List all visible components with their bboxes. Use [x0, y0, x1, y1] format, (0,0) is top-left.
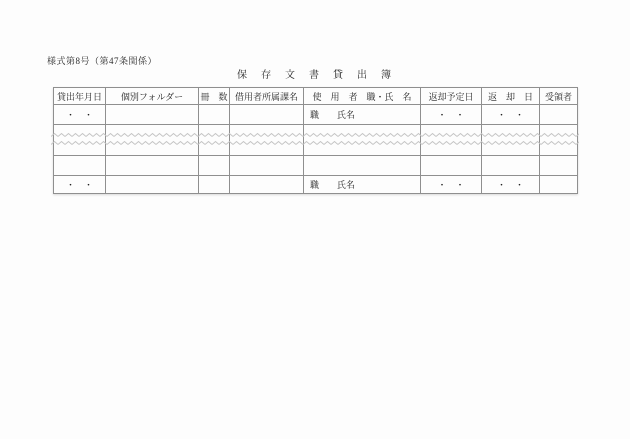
column-header-individual-folder: 個別フォルダー: [106, 88, 199, 105]
cell-lend-date: ・ ・: [54, 105, 106, 125]
cell-volume-count: [199, 156, 230, 176]
cell-user-title-name: [304, 125, 421, 156]
lending-register-table: [53, 87, 578, 194]
cell-individual-folder: [106, 105, 199, 125]
cell-lend-date: [54, 156, 106, 176]
column-header-volume-count: 冊 数: [199, 88, 230, 105]
cell-return-due-date: ・ ・: [421, 176, 482, 194]
cell-return-due-date: [421, 125, 482, 156]
cell-individual-folder: [106, 176, 199, 194]
table-row-torn: [54, 125, 578, 156]
cell-return-due-date: [421, 156, 482, 176]
cell-receiver: [540, 125, 578, 156]
cell-borrower-department: [230, 176, 304, 194]
cell-borrower-department: [230, 156, 304, 176]
table-row: [54, 105, 578, 125]
cell-volume-count: [199, 176, 230, 194]
column-header-return-date: 返 却 日: [482, 88, 540, 105]
cell-borrower-department: [230, 125, 304, 156]
cell-receiver: [540, 156, 578, 176]
cell-receiver: [540, 176, 578, 194]
cell-return-date: ・ ・: [482, 176, 540, 194]
cell-lend-date: [54, 125, 106, 156]
table-row: [54, 156, 578, 176]
cell-user-title-name: 職 氏名: [304, 105, 421, 125]
page-title: 保 存 文 書 貸 出 簿: [237, 70, 393, 81]
cell-return-due-date: ・ ・: [421, 105, 482, 125]
column-header-user-title-name: 使 用 者 職・氏 名: [304, 88, 421, 105]
cell-borrower-department: [230, 105, 304, 125]
cell-receiver: [540, 105, 578, 125]
cell-return-date: [482, 125, 540, 156]
cell-lend-date: ・ ・: [54, 176, 106, 194]
column-header-receiver: 受領者: [540, 88, 578, 105]
table-row: [54, 176, 578, 194]
cell-return-date: [482, 156, 540, 176]
column-header-lend-date: 貸出年月日: [54, 88, 106, 105]
cell-volume-count: [199, 125, 230, 156]
lending-register: [53, 87, 577, 194]
form-number-label: 様式第8号（第47条関係）: [47, 56, 158, 66]
cell-volume-count: [199, 105, 230, 125]
column-header-borrower-department: 借用者所属課名: [230, 88, 304, 105]
cell-individual-folder: [106, 156, 199, 176]
cell-return-date: ・ ・: [482, 105, 540, 125]
column-header-return-due-date: 返却予定日: [421, 88, 482, 105]
cell-individual-folder: [106, 125, 199, 156]
cell-user-title-name: 職 氏名: [304, 176, 421, 194]
cell-user-title-name: [304, 156, 421, 176]
table-header-row: [54, 88, 578, 105]
